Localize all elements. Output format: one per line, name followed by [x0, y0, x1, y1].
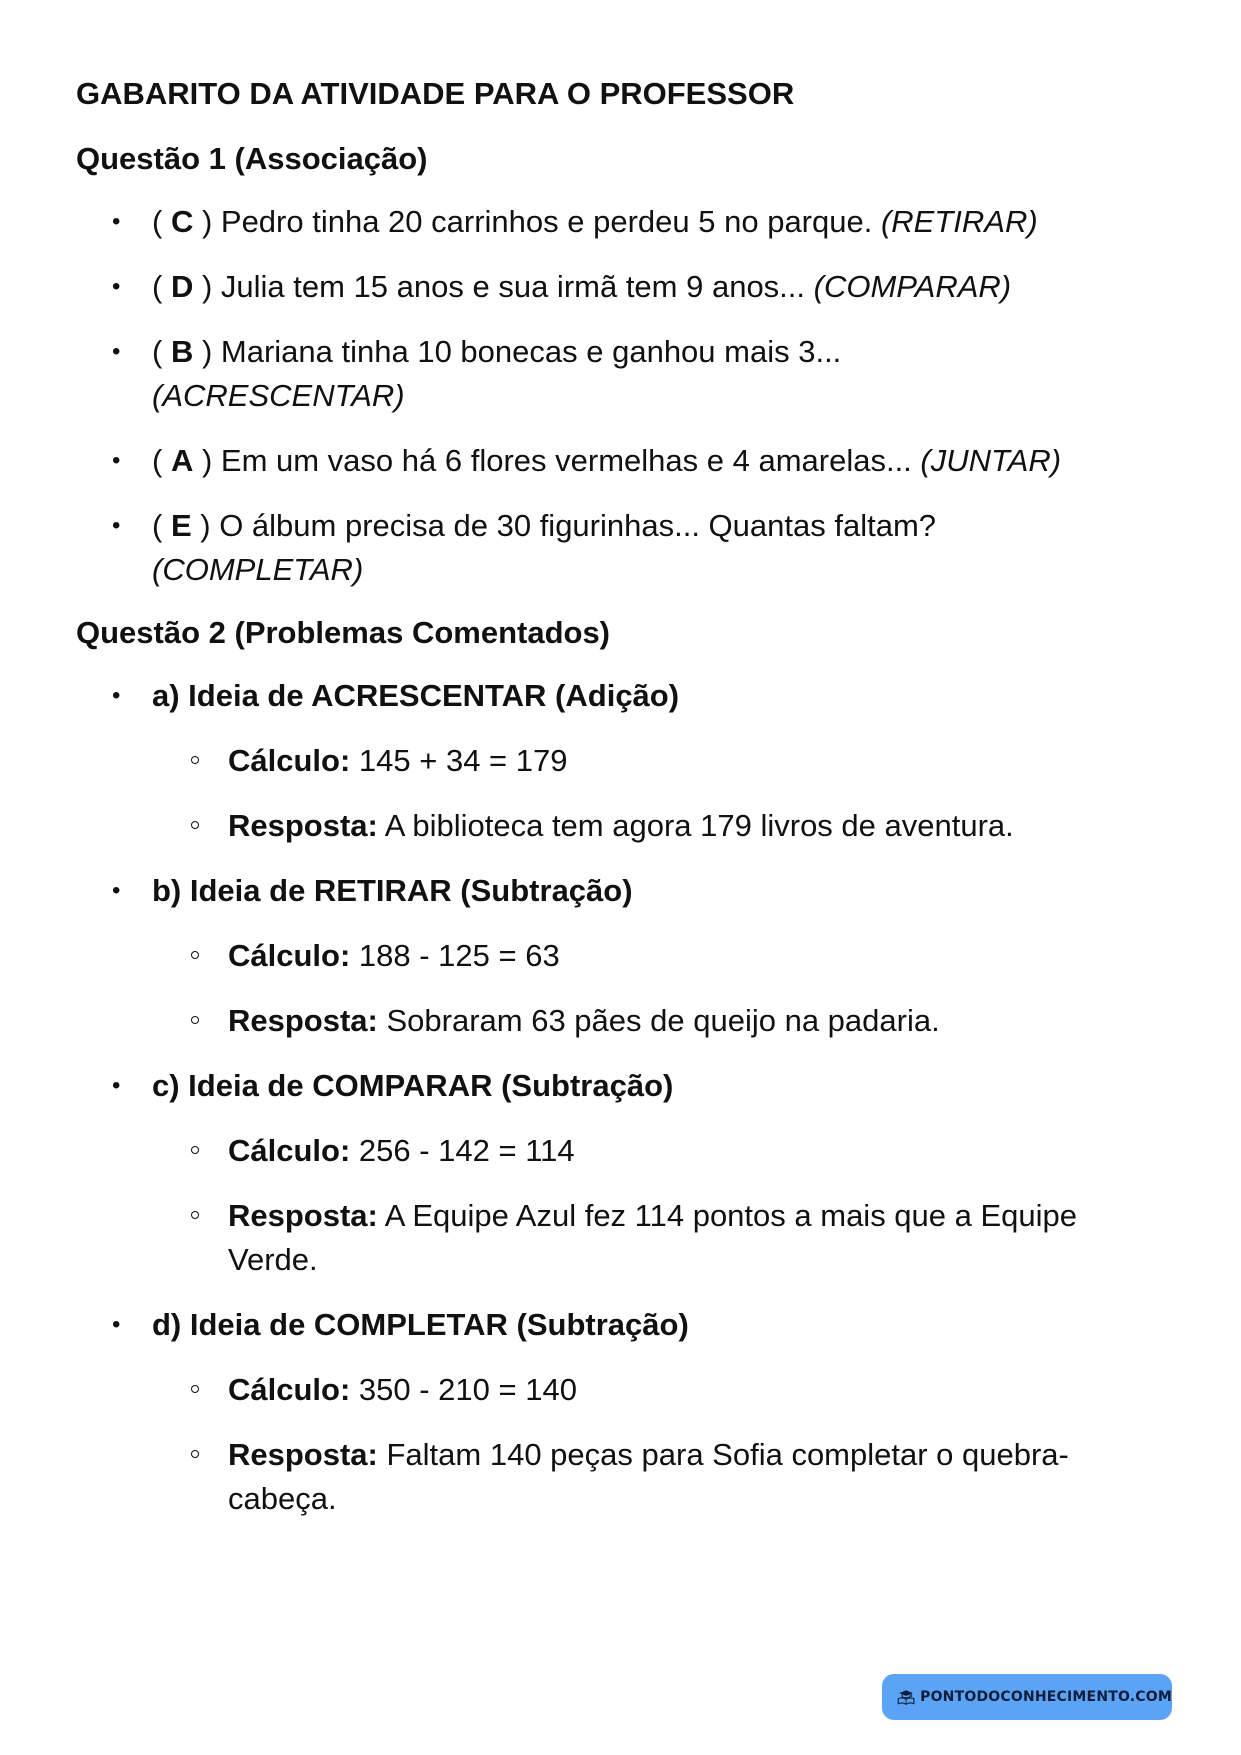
item-text: O álbum precisa de 30 figurinhas... Quantas faltam? — [219, 508, 937, 543]
calc-value: 188 - 125 = 63 — [350, 938, 560, 973]
calc-label: Cálculo: — [228, 1372, 351, 1407]
paren-open: ( — [152, 508, 171, 543]
paren-close: ) — [193, 443, 221, 478]
bullet-icon: • — [112, 208, 121, 235]
q1-item-2 — [76, 265, 1166, 309]
problem-details — [152, 739, 1166, 848]
paren-close: ) — [193, 334, 221, 369]
bullet-icon: • — [112, 682, 121, 709]
calc-label: Cálculo: — [228, 743, 351, 778]
q1-item-3 — [76, 330, 1166, 418]
question-1-heading: Questão 1 (Associação) — [76, 141, 428, 176]
badge-text: PONTODOCONHECIMENTO.COM — [920, 1689, 1172, 1705]
calc-value: 145 + 34 = 179 — [350, 743, 568, 778]
question-2-list — [76, 674, 1166, 1521]
problem-title: c) Ideia de COMPARAR (Subtração) — [152, 1068, 674, 1103]
paren-open: ( — [152, 334, 171, 369]
answer-label: Resposta: — [228, 1003, 378, 1038]
circle-bullet-icon — [191, 1146, 199, 1154]
answer-label: Resposta: — [228, 1198, 378, 1233]
circle-bullet-icon — [191, 951, 199, 959]
operation-tag: (ACRESCENTAR) — [152, 378, 405, 413]
q1-item-5 — [76, 504, 1166, 592]
paren-close: ) — [193, 269, 221, 304]
paren-close: ) — [191, 508, 220, 543]
q2-item-d — [76, 1303, 1166, 1521]
item-text: Julia tem 15 anos e sua irmã tem 9 anos... — [220, 269, 814, 304]
calc-label: Cálculo: — [228, 1133, 351, 1168]
calc-line — [152, 1129, 1166, 1173]
problem-details — [152, 1129, 1166, 1282]
paren-open: ( — [152, 269, 171, 304]
page-title: GABARITO DA ATIVIDADE PARA O PROFESSOR — [76, 76, 795, 111]
bullet-icon: • — [112, 1072, 121, 1099]
answer-value: Sobraram 63 pães de queijo na padaria. — [377, 1003, 940, 1038]
calc-value: 256 - 142 = 114 — [350, 1133, 575, 1168]
problem-details — [152, 1368, 1166, 1521]
site-badge-link[interactable] — [882, 1674, 1172, 1720]
answer-line — [152, 804, 1166, 848]
calc-line — [152, 739, 1166, 783]
calc-line — [152, 1368, 1166, 1412]
problem-details — [152, 934, 1166, 1043]
bullet-icon: • — [112, 1311, 121, 1338]
circle-bullet-icon — [191, 821, 199, 829]
circle-bullet-icon — [191, 1016, 199, 1024]
problem-title: d) Ideia de COMPLETAR (Subtração) — [152, 1307, 689, 1342]
operation-tag: (COMPLETAR) — [152, 552, 364, 587]
item-text: Mariana tinha 10 bonecas e ganhou mais 3... — [220, 334, 842, 369]
answer-value: A Equipe Azul fez 114 pontos a mais que a Equipe Verde. — [228, 1198, 1078, 1277]
operation-tag: (RETIRAR) — [880, 204, 1038, 239]
paren-open: ( — [152, 443, 171, 478]
paren-open: ( — [152, 204, 171, 239]
operation-tag: (COMPARAR) — [813, 269, 1012, 304]
circle-bullet-icon — [191, 1385, 199, 1393]
answer-value: A biblioteca tem agora 179 livros de aventura. — [377, 808, 1014, 843]
answer-letter: E — [170, 508, 192, 543]
circle-bullet-icon — [191, 1450, 199, 1458]
circle-bullet-icon — [191, 1211, 199, 1219]
problem-title: a) Ideia de ACRESCENTAR (Adição) — [152, 678, 680, 713]
answer-letter: C — [170, 204, 194, 239]
q2-item-c — [76, 1064, 1166, 1282]
question-1-list — [76, 200, 1166, 592]
bullet-icon: • — [112, 877, 121, 904]
q2-item-b — [76, 869, 1166, 1043]
answer-letter: D — [170, 269, 194, 304]
answer-label: Resposta: — [228, 1437, 378, 1472]
problem-title: b) Ideia de RETIRAR (Subtração) — [152, 873, 633, 908]
item-text: Em um vaso há 6 flores vermelhas e 4 amarelas... — [220, 443, 921, 478]
answer-value: Faltam 140 peças para Sofia completar o quebra-cabeça. — [228, 1437, 1069, 1516]
answer-label: Resposta: — [228, 808, 378, 843]
paren-close: ) — [193, 204, 221, 239]
answer-line — [152, 1433, 1166, 1521]
bullet-icon: • — [112, 273, 121, 300]
bullet-icon: • — [112, 512, 121, 539]
answer-line — [152, 999, 1166, 1043]
q2-item-a — [76, 674, 1166, 848]
answer-key-page — [76, 70, 1166, 1521]
calc-value: 350 - 210 = 140 — [350, 1372, 577, 1407]
operation-tag: (JUNTAR) — [920, 443, 1062, 478]
answer-letter: A — [170, 443, 194, 478]
question-2-heading: Questão 2 (Problemas Comentados) — [76, 615, 611, 650]
calc-line — [152, 934, 1166, 978]
bullet-icon: • — [112, 447, 121, 474]
calc-label: Cálculo: — [228, 938, 351, 973]
q1-item-4 — [76, 439, 1166, 483]
item-text: Pedro tinha 20 carrinhos e perdeu 5 no parque. — [220, 204, 881, 239]
circle-bullet-icon — [191, 756, 199, 764]
q1-item-1 — [76, 200, 1166, 244]
answer-line — [152, 1194, 1166, 1282]
bullet-icon: • — [112, 338, 121, 365]
answer-letter: B — [170, 334, 194, 369]
book-graduation-icon — [896, 1679, 916, 1715]
